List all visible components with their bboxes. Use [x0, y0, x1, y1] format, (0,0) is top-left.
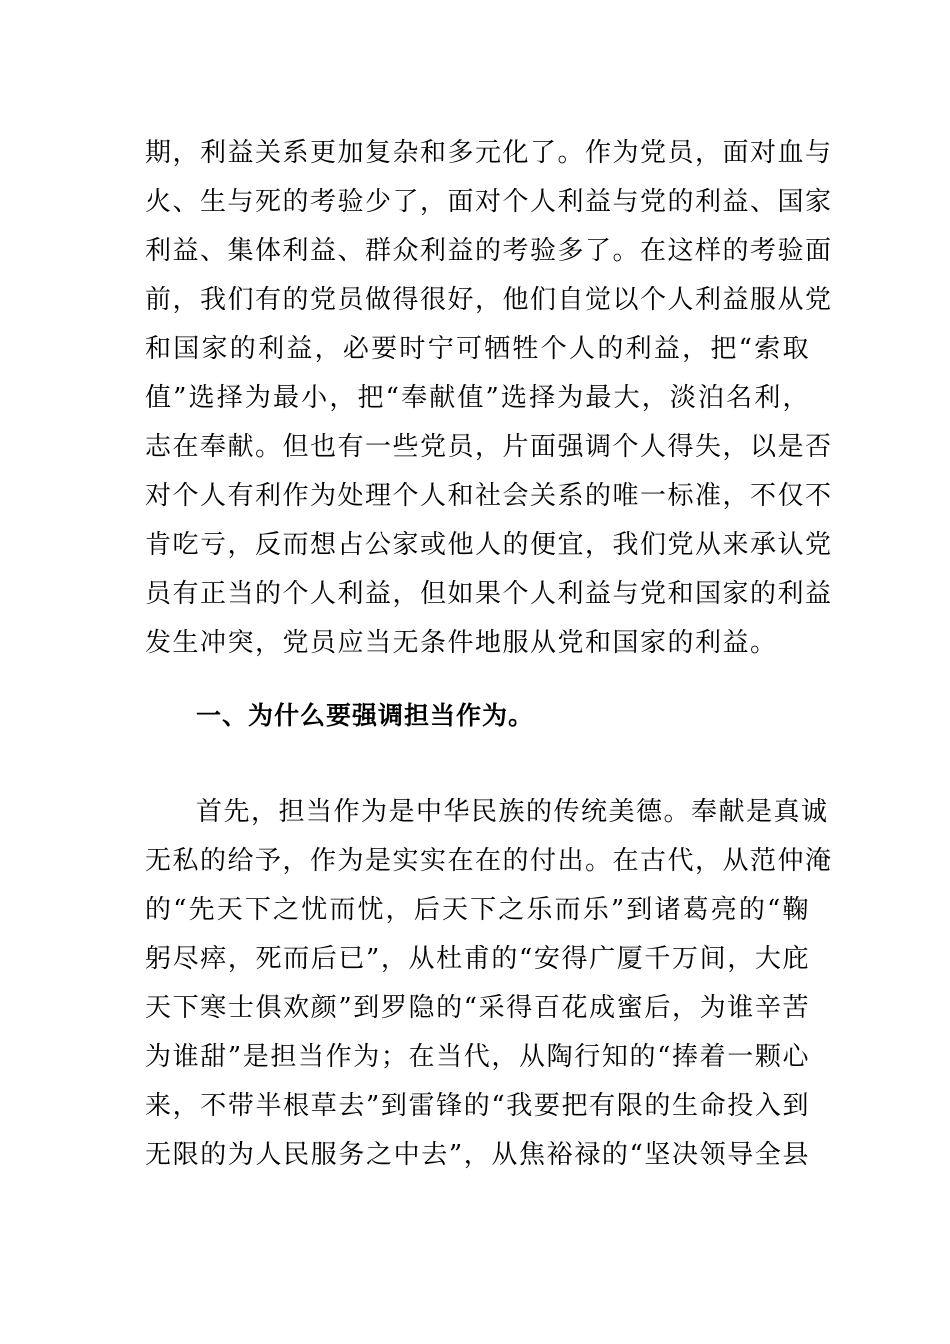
text-line: 和国家的利益，必要时宁可牺牲个人的利益，把“索取	[145, 334, 810, 364]
text-line: 发生冲突，党员应当无条件地服从党和国家的利益。	[145, 628, 778, 658]
text-line: 躬尽瘁，死而后已”，从杜甫的“安得广厦千万间，大庇	[145, 944, 810, 974]
text-line: 来，不带半根草去”到雷锋的“我要把有限的生命投入到	[145, 1091, 810, 1121]
text-line: 期，利益关系更加复杂和多元化了。作为党员，面对血与	[145, 138, 833, 168]
text-line: 火、生与死的考验少了，面对个人利益与党的利益、国家	[145, 187, 833, 217]
text-line: 首先，担当作为是中华民族的传统美德。奉献是真诚	[196, 797, 829, 827]
text-line: 肯吃亏，反而想占公家或他人的便宜，我们党从来承认党	[145, 530, 833, 560]
text-line: 无私的给予，作为是实实在在的付出。在古代，从范仲淹	[145, 846, 833, 876]
text-line: 的“先天下之忧而忧，后天下之乐而乐”到诸葛亮的“鞠	[145, 895, 810, 925]
text-line: 利益、集体利益、群众利益的考验多了。在这样的考验面	[145, 236, 833, 266]
text-line: 员有正当的个人利益，但如果个人利益与党和国家的利益	[145, 579, 833, 609]
text-line: 志在奉献。但也有一些党员，片面强调个人得失，以是否	[145, 432, 833, 462]
text-line: 对个人有利作为处理个人和社会关系的唯一标准，不仅不	[145, 481, 833, 511]
section-heading: 一、为什么要强调担当作为。	[196, 701, 535, 730]
text-line: 值”选择为最小，把“奉献值”选择为最大，淡泊名利，	[145, 383, 810, 413]
text-line: 前，我们有的党员做得很好，他们自觉以个人利益服从党	[145, 285, 833, 315]
text-line: 无限的为人民服务之中去”，从焦裕禄的“坚决领导全县	[145, 1140, 810, 1170]
text-line: 天下寒士俱欢颜”到罗隐的“采得百花成蜜后，为谁辛苦	[145, 993, 810, 1023]
text-line: 为谁甜”是担当作为；在当代，从陶行知的“捧着一颗心	[145, 1042, 810, 1072]
